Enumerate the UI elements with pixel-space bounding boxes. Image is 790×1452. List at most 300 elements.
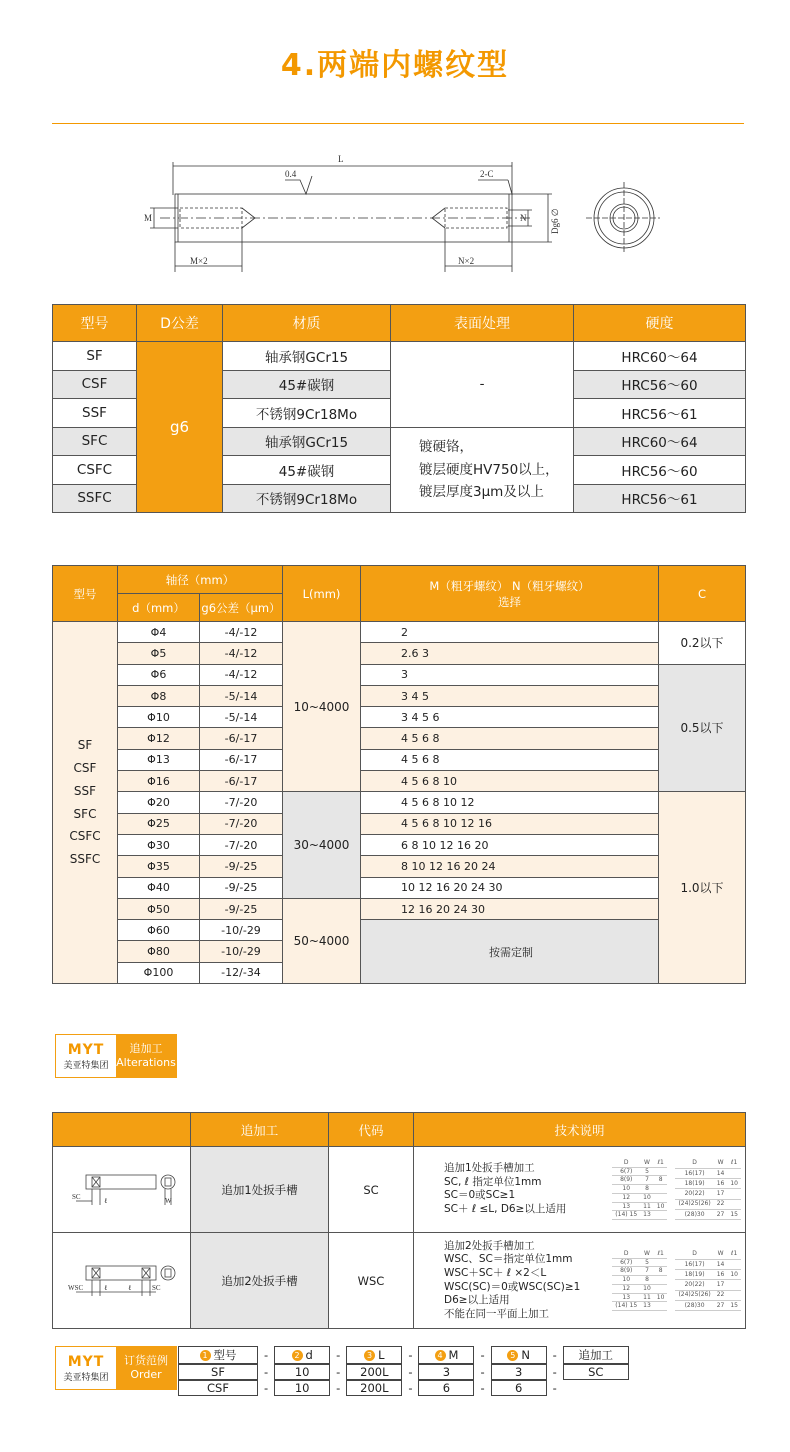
mini-cell: (24)25(26) (675, 1290, 713, 1300)
cell-material: 45#碳钢 (223, 370, 391, 399)
cell-mn: 3 4 5 (361, 685, 659, 706)
cell-model: SSF (53, 399, 137, 428)
mini-cell: D (612, 1159, 640, 1167)
order-cell: CSF (178, 1380, 258, 1396)
mini-cell (654, 1167, 668, 1176)
mini-cell: W (714, 1159, 728, 1169)
cell-mn: 3 (361, 664, 659, 685)
dim-chamfer: 2-C (480, 169, 494, 179)
order-sep: - (480, 1381, 485, 1395)
cell-hardness: HRC56～60 (574, 370, 746, 399)
order-sep: - (552, 1348, 557, 1362)
table-row (53, 664, 746, 685)
table-row (53, 920, 746, 941)
order-header-row (178, 1346, 629, 1364)
table-row (53, 1147, 746, 1233)
plated-line: 镀层硬度HV750以上， (419, 461, 559, 478)
table-row (53, 771, 746, 792)
cell-tol: -7/-20 (200, 813, 283, 834)
badge-label (116, 1347, 176, 1389)
cell-code: SC (329, 1147, 414, 1233)
order-header (491, 1346, 547, 1364)
mini-cell: (28)30 (675, 1209, 713, 1219)
cell-surface-none: - (391, 342, 574, 428)
badge-en: Alterations (116, 1056, 176, 1069)
order-num: 1 (200, 1350, 211, 1361)
cell-mn: 4 5 6 8 (361, 749, 659, 770)
cell-C: 1.0以下 (659, 792, 746, 984)
svg-text:ℓ: ℓ (127, 1284, 131, 1292)
badge-en: Order (130, 1368, 162, 1381)
mini-row (612, 1293, 667, 1302)
th-code: 代码 (329, 1113, 414, 1147)
cell-model: SF (53, 342, 137, 371)
cell-d: Φ40 (118, 877, 200, 898)
dim-M: M (144, 213, 153, 223)
mini-cell: 10 (640, 1193, 654, 1202)
svg-text:ℓ: ℓ (103, 1284, 107, 1292)
cell-d: Φ20 (118, 792, 200, 813)
svg-text:ℓ: ℓ (103, 1197, 107, 1205)
cell-d: Φ60 (118, 920, 200, 941)
th-L: L(mm) (283, 566, 361, 622)
mini-row (612, 1167, 667, 1176)
wsc-drawing-cell (53, 1233, 191, 1329)
mini-cell: 12 (612, 1193, 640, 1202)
mini-cell (727, 1259, 741, 1269)
mini-cell: 7 (640, 1267, 654, 1276)
model-item: SSF (73, 783, 97, 798)
cell-mn: 4 5 6 8 10 12 16 (361, 813, 659, 834)
dim-Mx2: M×2 (190, 256, 208, 266)
cell-tol: -7/-20 (200, 834, 283, 855)
mini-cell: 13 (612, 1202, 640, 1211)
mini-row (612, 1159, 667, 1167)
th-d: d（mm） (118, 594, 200, 622)
mini-cell: 18(19) (675, 1179, 713, 1189)
svg-text:SC: SC (71, 1193, 81, 1201)
order-header-label: N (521, 1348, 530, 1362)
mini-row (612, 1185, 667, 1194)
cell-L: 10~4000 (283, 622, 361, 792)
mini-cell: (14) 15 (612, 1211, 640, 1220)
cell-tol: -4/-12 (200, 643, 283, 664)
alterations-table (52, 1112, 746, 1329)
mini-table-right (675, 1250, 741, 1312)
mini-cell: 10 (612, 1276, 640, 1285)
order-cell: SC (563, 1364, 629, 1380)
mini-row (612, 1211, 667, 1220)
order-cell: 6 (491, 1380, 547, 1396)
mini-cell: 10 (727, 1179, 741, 1189)
th-tol: g6公差（μm） (200, 594, 283, 622)
mini-row (612, 1302, 667, 1311)
mini-cell: (14) 15 (612, 1302, 640, 1311)
mini-row (612, 1193, 667, 1202)
cell-material: 不锈钢9Cr18Mo (223, 484, 391, 513)
order-sep: - (480, 1365, 485, 1379)
th-mn-line1: M（粗牙螺纹） N（粗牙螺纹） (429, 578, 590, 593)
desc-line: WSC、SC＝指定单位1mm (444, 1253, 573, 1266)
mini-cell: 17 (714, 1280, 728, 1290)
mini-cell: 12 (612, 1284, 640, 1293)
cell-hardness: HRC56～61 (574, 399, 746, 428)
table-row (53, 898, 746, 919)
order-sep: - (264, 1365, 269, 1379)
mini-cell: 6(7) (612, 1258, 640, 1267)
desc-line: WSC＋SC＋ ℓ ×2＜L (444, 1266, 547, 1279)
mini-cell: W (640, 1159, 654, 1167)
mini-row (675, 1199, 741, 1209)
th-material: 材质 (223, 305, 391, 342)
cell-tolerance: g6 (137, 342, 223, 513)
mini-cell: 18(19) (675, 1270, 713, 1280)
order-cell: 200L (346, 1364, 402, 1380)
sc-drawing-cell (53, 1147, 191, 1233)
order-sep: - (408, 1348, 413, 1362)
badge-label (116, 1035, 176, 1077)
table-row (53, 856, 746, 877)
mini-row (675, 1179, 741, 1189)
cell-tol: -9/-25 (200, 898, 283, 919)
cell-mn: 12 16 20 24 30 (361, 898, 659, 919)
mini-cell: 10 (654, 1202, 668, 1211)
order-sep: - (264, 1381, 269, 1395)
order-sep: - (408, 1365, 413, 1379)
th-desc: 技术说明 (414, 1113, 746, 1147)
th-model: 型号 (53, 566, 118, 622)
desc-line: SC＋ ℓ ≤L, D6≥以上适用 (444, 1203, 567, 1216)
order-header: 追加工 (563, 1346, 629, 1364)
cell-tol: -6/-17 (200, 749, 283, 770)
model-item: CSFC (69, 829, 101, 844)
mini-cell (727, 1280, 741, 1290)
order-sep: - (336, 1365, 341, 1379)
table-row (53, 792, 746, 813)
dim-Nx2: N×2 (458, 256, 475, 266)
cell-alteration: 追加2处扳手槽 (191, 1233, 329, 1329)
order-sep: - (552, 1381, 557, 1395)
order-sep: - (552, 1365, 557, 1379)
mini-cell: 17 (714, 1189, 728, 1199)
mini-row (675, 1280, 741, 1290)
mini-cell: D (675, 1159, 713, 1169)
th-C: C (659, 566, 746, 622)
cell-d: Φ80 (118, 941, 200, 962)
mini-row (675, 1300, 741, 1310)
order-row (178, 1380, 629, 1396)
order-sep: - (480, 1348, 485, 1362)
badge-cn: 订货范例 (124, 1353, 168, 1367)
mini-cell: ℓ1 (654, 1159, 668, 1167)
cell-mn: 4 5 6 8 10 12 (361, 792, 659, 813)
cell-surface-plated (391, 427, 574, 513)
cell-tol: -12/-34 (200, 962, 283, 983)
myt-logo (56, 1347, 116, 1389)
mini-cell: 11 (640, 1293, 654, 1302)
cell-tol: -9/-25 (200, 877, 283, 898)
mini-row (612, 1276, 667, 1285)
mini-cell: 10 (640, 1284, 654, 1293)
th-shaft: 轴径（mm） (118, 566, 283, 594)
order-header-label: 型号 (213, 1348, 237, 1362)
cell-mn: 2.6 3 (361, 643, 659, 664)
mini-cell: (28)30 (675, 1300, 713, 1310)
cell-model: CSFC (53, 456, 137, 485)
desc-line: 追加1处扳手槽加工 (444, 1162, 535, 1175)
cell-tol: -4/-12 (200, 664, 283, 685)
pin-drawing (140, 150, 660, 280)
mini-cell: 10 (654, 1293, 668, 1302)
mini-cell (654, 1185, 668, 1194)
mini-cell: 22 (714, 1290, 728, 1300)
mini-cell: 8(9) (612, 1267, 640, 1276)
cell-material: 不锈钢9Cr18Mo (223, 399, 391, 428)
mini-cell (654, 1276, 668, 1285)
cell-mn: 4 5 6 8 10 (361, 771, 659, 792)
mini-cell: 7 (640, 1176, 654, 1185)
material-table (52, 304, 746, 513)
cell-C: 0.5以下 (659, 664, 746, 792)
cell-L: 30~4000 (283, 792, 361, 898)
table-row (53, 749, 746, 770)
mini-cell (727, 1189, 741, 1199)
table-row (53, 1233, 746, 1329)
mini-cell: D (675, 1250, 713, 1260)
table-row (53, 685, 746, 706)
cell-tol: -5/-14 (200, 685, 283, 706)
th-mn-line2: 选择 (498, 594, 521, 609)
mini-row (612, 1267, 667, 1276)
cell-tol: -10/-29 (200, 941, 283, 962)
mini-cell: 13 (640, 1211, 654, 1220)
cell-d: Φ6 (118, 664, 200, 685)
mini-cell (727, 1290, 741, 1300)
desc-line: 追加2处扳手槽加工 (444, 1239, 535, 1252)
cell-L: 50~4000 (283, 898, 361, 983)
table-row (53, 834, 746, 855)
th-model: 型号 (53, 305, 137, 342)
order-cell: 200L (346, 1380, 402, 1396)
mini-cell: 13 (640, 1302, 654, 1311)
mini-cell: 8(9) (612, 1176, 640, 1185)
cell-d: Φ4 (118, 622, 200, 643)
mini-cell (727, 1168, 741, 1178)
svg-text:W: W (164, 1197, 172, 1205)
order-cell: SF (178, 1364, 258, 1380)
cell-d: Φ10 (118, 707, 200, 728)
mini-row (612, 1258, 667, 1267)
title-divider (52, 123, 744, 124)
order-cell: 6 (418, 1380, 474, 1396)
order-sep: - (336, 1348, 341, 1362)
sc-diagram (62, 1163, 182, 1213)
cell-models (53, 622, 118, 984)
cell-d: Φ30 (118, 834, 200, 855)
mini-cell: 8 (640, 1276, 654, 1285)
order-header-label: L (378, 1348, 385, 1362)
table-row (53, 707, 746, 728)
page-title: 4.两端内螺纹型 (280, 48, 510, 83)
desc-line: 不能在同一平面上加工 (444, 1307, 549, 1320)
mini-cell: 16 (714, 1270, 728, 1280)
cell-tol: -9/-25 (200, 856, 283, 877)
cell-d: Φ35 (118, 856, 200, 877)
order-sep: - (408, 1381, 413, 1395)
cell-d: Φ50 (118, 898, 200, 919)
myt-logo (56, 1035, 116, 1077)
th-alteration: 追加工 (191, 1113, 329, 1147)
mini-cell: ℓ1 (727, 1159, 741, 1169)
cell-tol: -6/-17 (200, 728, 283, 749)
table-row (53, 622, 746, 643)
cell-d: Φ25 (118, 813, 200, 834)
mini-row (675, 1209, 741, 1219)
mini-cell: ℓ1 (727, 1250, 741, 1260)
order-sep: - (264, 1348, 269, 1362)
order-header-label: M (448, 1348, 459, 1362)
order-num: 2 (292, 1350, 303, 1361)
mini-cell: 10 (612, 1185, 640, 1194)
th-mn (361, 566, 659, 622)
desc-line: SC, ℓ 指定单位1mm (444, 1175, 542, 1188)
table-row (53, 813, 746, 834)
logo-text: MYT (67, 1041, 105, 1058)
svg-text:WSC: WSC (67, 1284, 83, 1292)
table-row (53, 342, 746, 371)
model-item: SSFC (69, 852, 101, 867)
cell-hardness: HRC60～64 (574, 427, 746, 456)
order-header (178, 1346, 258, 1364)
order-header (274, 1346, 330, 1364)
cell-d: Φ5 (118, 643, 200, 664)
mini-cell (654, 1211, 668, 1220)
order-header (418, 1346, 474, 1364)
model-item: SFC (73, 806, 97, 821)
cell-mn: 6 8 10 12 16 20 (361, 834, 659, 855)
mini-cell (654, 1302, 668, 1311)
mini-cell: 14 (714, 1259, 728, 1269)
mini-cell (654, 1284, 668, 1293)
order-cell: 10 (274, 1380, 330, 1396)
cell-model: SSFC (53, 484, 137, 513)
mini-cell: 22 (714, 1199, 728, 1209)
cell-mn: 8 10 12 16 20 24 (361, 856, 659, 877)
mini-row (675, 1250, 741, 1260)
order-row (178, 1364, 629, 1380)
mini-row (675, 1290, 741, 1300)
cell-tol: -7/-20 (200, 792, 283, 813)
order-sep: - (336, 1381, 341, 1395)
cell-hardness: HRC60～64 (574, 342, 746, 371)
mini-cell: 27 (714, 1209, 728, 1219)
desc-line: D6≥以上适用 (444, 1294, 510, 1307)
cell-custom: 按需定制 (361, 920, 659, 984)
mini-cell: W (640, 1250, 654, 1258)
plated-line: 镀硬铬， (419, 439, 473, 456)
dimension-table (52, 565, 746, 984)
order-header (346, 1346, 402, 1364)
mini-cell: 20(22) (675, 1189, 713, 1199)
cell-tol: -10/-29 (200, 920, 283, 941)
cell-d: Φ16 (118, 771, 200, 792)
order-cell-empty (563, 1380, 629, 1396)
cell-code: WSC (329, 1233, 414, 1329)
dim-N: N (520, 213, 527, 223)
mini-cell: 5 (640, 1167, 654, 1176)
order-cell: 3 (418, 1364, 474, 1380)
mini-cell (654, 1193, 668, 1202)
cell-d: Φ12 (118, 728, 200, 749)
badge-cn: 追加工 (129, 1041, 163, 1055)
mini-cell: D (612, 1250, 640, 1258)
mini-row (675, 1168, 741, 1178)
cell-tol: -5/-14 (200, 707, 283, 728)
model-item: SF (77, 738, 93, 753)
mini-cell: 8 (654, 1176, 668, 1185)
cell-mn: 4 5 6 8 (361, 728, 659, 749)
mini-cell: (24)25(26) (675, 1199, 713, 1209)
cell-mn: 3 4 5 6 (361, 707, 659, 728)
mini-table-left (612, 1159, 667, 1221)
mini-table-right (675, 1159, 741, 1221)
order-header-label: d (305, 1348, 313, 1362)
order-example-table (178, 1346, 629, 1396)
mini-cell: 14 (714, 1168, 728, 1178)
cell-tol: -6/-17 (200, 771, 283, 792)
mini-row (675, 1159, 741, 1169)
wsc-diagram (62, 1254, 182, 1304)
th-surface: 表面处理 (391, 305, 574, 342)
mini-cell: W (714, 1250, 728, 1260)
desc-line: SC＝0或SC≥1 (444, 1189, 516, 1202)
mini-cell: 16 (714, 1179, 728, 1189)
logo-group: 美亚特集团 (63, 1060, 109, 1071)
cell-model: SFC (53, 427, 137, 456)
mini-cell: 16(17) (675, 1259, 713, 1269)
mini-cell: 10 (727, 1270, 741, 1280)
cell-material: 轴承钢GCr15 (223, 427, 391, 456)
dim-L: L (338, 154, 344, 164)
svg-text:SC: SC (151, 1284, 161, 1292)
mini-row (675, 1259, 741, 1269)
mini-cell: 13 (612, 1293, 640, 1302)
mini-cell: 15 (727, 1300, 741, 1310)
model-item: CSF (73, 760, 97, 775)
logo-text: MYT (67, 1353, 105, 1370)
dim-surface: 0.4 (285, 169, 297, 179)
cell-mn: 10 12 16 20 24 30 (361, 877, 659, 898)
table-row (53, 877, 746, 898)
cell-tol: -4/-12 (200, 622, 283, 643)
th-blank (53, 1113, 191, 1147)
order-cell: 3 (491, 1364, 547, 1380)
mini-cell: 5 (640, 1258, 654, 1267)
cell-d: Φ13 (118, 749, 200, 770)
order-num: 3 (364, 1350, 375, 1361)
cell-desc (414, 1147, 746, 1233)
mini-row (612, 1284, 667, 1293)
cell-alteration: 追加1处扳手槽 (191, 1147, 329, 1233)
order-num: 4 (435, 1350, 446, 1361)
logo-group: 美亚特集团 (63, 1372, 109, 1383)
cell-d: Φ8 (118, 685, 200, 706)
mini-cell: 15 (727, 1209, 741, 1219)
cell-C: 0.2以下 (659, 622, 746, 665)
plated-line: 镀层厚度3μm及以上 (419, 483, 544, 500)
mini-cell: 8 (640, 1185, 654, 1194)
th-tolerance: D公差 (137, 305, 223, 342)
